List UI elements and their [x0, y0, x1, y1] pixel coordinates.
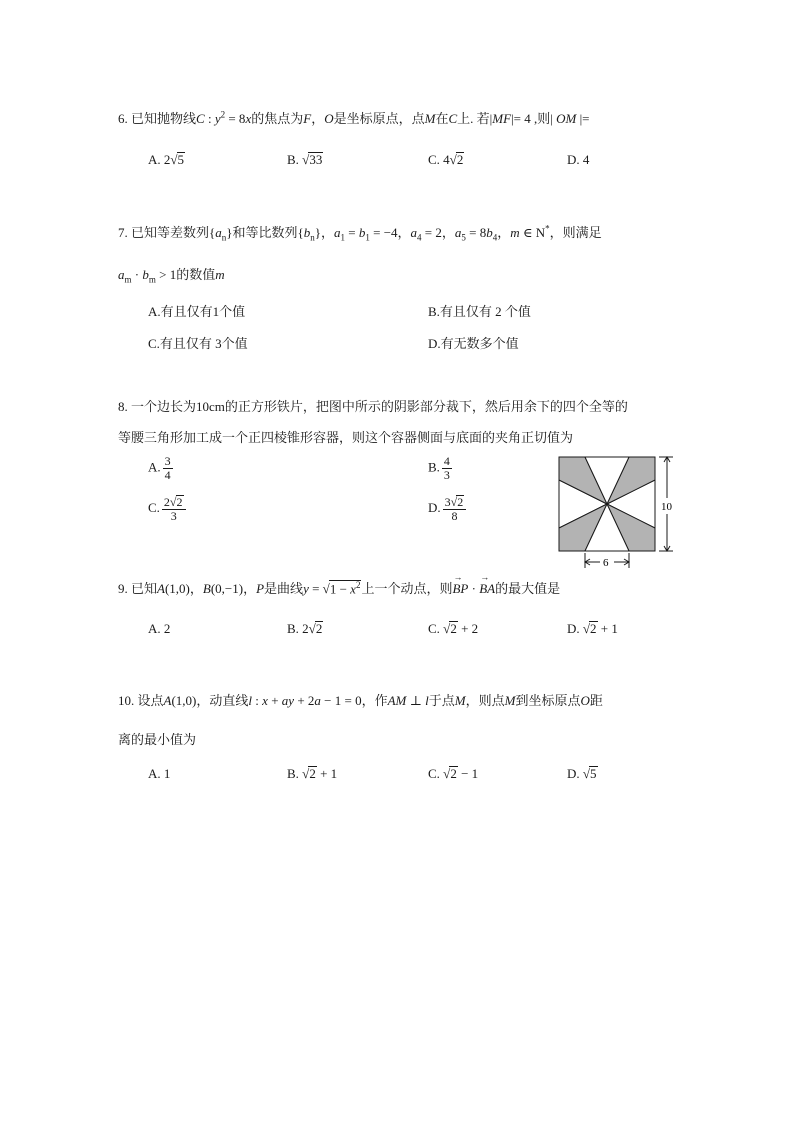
q10-option-c[interactable]: C. √2 − 1	[428, 766, 479, 781]
question-8-stem-line2: 等腰三角形加工成一个正四棱锥形容器，则这个容器侧面与底面的夹角正切值为	[118, 430, 574, 445]
q6-option-d[interactable]: D. 4	[567, 152, 590, 167]
bottom-length-label: 6	[603, 557, 609, 569]
side-length-label: 10	[661, 501, 672, 513]
q7-option-b[interactable]: B.有且仅有 2 个值	[428, 304, 531, 319]
question-6-stem: 6. 已知抛物线C : $y^2 = 8x$的焦点为F，O是坐标原点，点M在C上. 若|MF|= 4 ,则| OM |=	[118, 109, 590, 126]
question-10-stem-line2: 离的最小值为	[118, 732, 197, 747]
question-9-stem: 9. 已知A(1,0)，B(0,−1)，P是曲线$y = √1 - x^2$上一个动点，则→ BP · → BA的最大值是	[118, 578, 560, 597]
q8-option-a[interactable]: A. $\frac{3}{4}$	[148, 454, 171, 483]
q10-option-a[interactable]: A. 1	[148, 766, 171, 781]
q7-option-d[interactable]: D.有无数多个值	[428, 336, 519, 351]
question-number: 8.	[118, 399, 128, 414]
q6-option-a[interactable]: A. 2√5	[148, 152, 185, 167]
question-7-stem: 7. 已知等差数列$\{a_n\}$和等比数列$\{b_n\}$，$a_1 = b_1 = -4$，$a_4 = 2$，$a_5 = 8b_4$，m ∈ N*，则满足	[118, 223, 602, 243]
square-cut-figure	[555, 452, 675, 572]
question-number: 10.	[118, 693, 135, 708]
q9-option-a[interactable]: A. 2	[148, 621, 171, 636]
q7-option-c[interactable]: C.有且仅有 3个值	[148, 336, 248, 351]
question-number: 9.	[118, 581, 128, 596]
question-8-stem: 8. 一个边长为10cm的正方形铁片，把图中所示的阴影部分裁下，然后用余下的四个全等的	[118, 399, 628, 414]
q6-option-b[interactable]: B. √33	[287, 152, 323, 167]
question-number: 7.	[118, 225, 128, 240]
question-7-stem-line2: $a_m \cdot b_m > 1$的数值m	[118, 267, 225, 285]
q7-option-a[interactable]: A.有且仅有1个值	[148, 304, 246, 319]
q8-option-c[interactable]: C. $\frac{2√2}{3}$	[148, 495, 188, 523]
q10-option-d[interactable]: D. √5	[567, 766, 597, 781]
q9-option-b[interactable]: B. 2√2	[287, 621, 323, 636]
q8-option-d[interactable]: D. $\frac{3√2}{8}$	[428, 495, 468, 523]
q10-option-b[interactable]: B. √2 + 1	[287, 766, 338, 781]
q9-option-c[interactable]: C. √2 + 2	[428, 621, 479, 636]
question-number: 6.	[118, 111, 128, 126]
q6-option-c[interactable]: C. 4√2	[428, 152, 464, 167]
question-10-stem: 10. 设点A(1,0)，动直线l : x + ay + 2a − 1 = 0，作AM ⊥ l于点M，则点M到坐标原点O距	[118, 693, 603, 708]
q8-option-b[interactable]: B. $\frac{4}{3}$	[428, 454, 450, 483]
q9-option-d[interactable]: D. √2 + 1	[567, 621, 618, 636]
